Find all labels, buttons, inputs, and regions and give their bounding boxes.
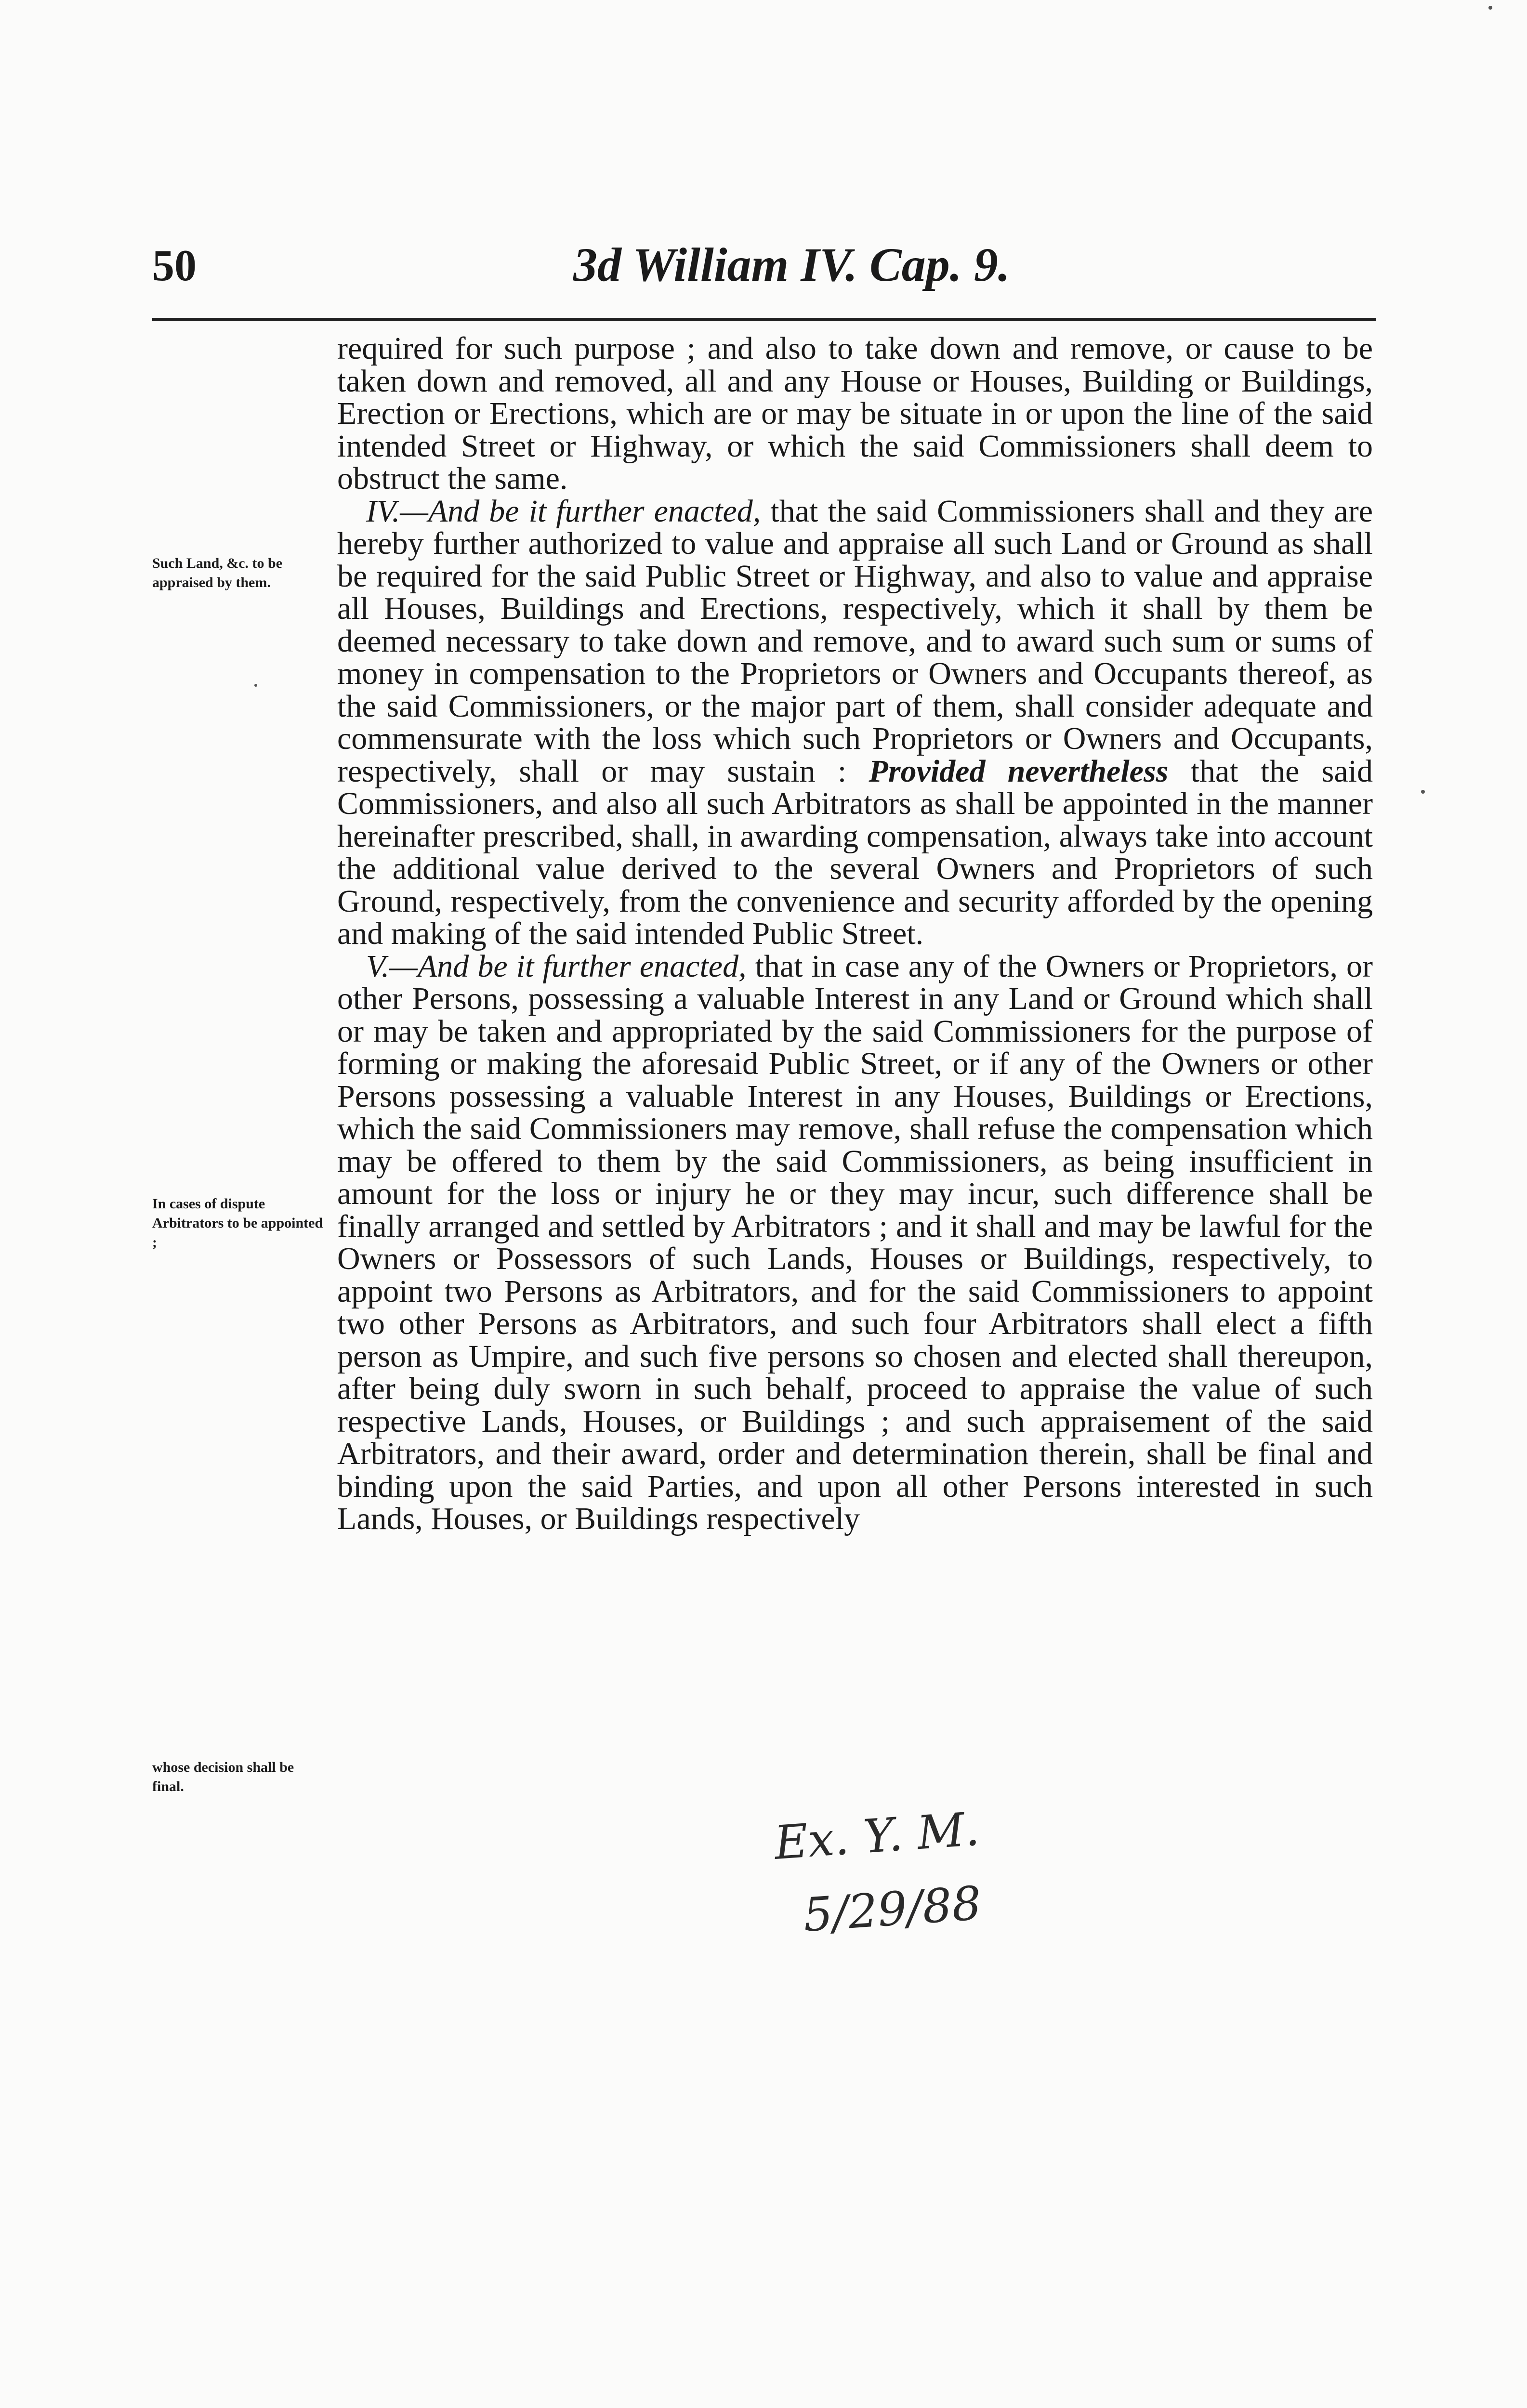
margin-note-appraisal: Such Land, &c. to be appraised by them. — [152, 555, 283, 590]
margin-note-decision: whose decision shall be final. — [152, 1759, 294, 1794]
annotation-initials: Ex. Y. M. — [772, 1802, 981, 1870]
page-number: 50 — [152, 241, 197, 290]
handwritten-annotation — [761, 1801, 1050, 1955]
act-body — [337, 332, 1373, 1535]
section-iv — [337, 495, 1373, 950]
section-iv-text: that the said Commissioners shall and they are hereby further authorized to value and appraise all such Land or Ground as shall be required for the said Public Street or Highway, and also to value and appraise all Houses, Buildings and Erections, respectively, which it shall by them be deemed necessary to take down and remove, and to award such sum or sums of money in compensation to the Proprietors or Owners and Occupants thereof, as the said Commissioners, or the major part of them, shall consider adequate and commensurate with the loss which such Proprietors or Owners and Occupants, respectively, shall or may sustain : — [337, 493, 1373, 789]
section-iv-text-2: that the said Commissioners, and also all such Arbitrators as shall be appointed in the manner hereinafter prescribed, shall, in awarding compensation, always take into account the additional value derived to the several Owners and Proprietors of such Ground, respectively, from the convenience and security afforded by the opening and making of the said intended Public Street. — [337, 753, 1373, 951]
annotation-date: 5/29/88 — [801, 1876, 983, 1942]
paper-speck — [1421, 790, 1425, 794]
paragraph-continuation: required for such purpose ; and also to take down and remove, or cause to be taken down and removed, all and any House or Houses, Building or Buildings, Erection or Erections, which are or may be situate in or upon the line of the said intended Street or Highway, or which the said Commissioners shall deem to obstruct the same. — [337, 331, 1373, 496]
margin-note-arbitrators: In cases of dispute Arbitrators to be appointed ; — [152, 1196, 323, 1250]
paper-speck — [1488, 6, 1492, 10]
header-rule — [152, 318, 1376, 321]
paper-speck — [254, 684, 257, 687]
section-v-lead: V.—And be it further enacted, — [366, 948, 747, 984]
section-iv-lead: IV.—And be it further enacted, — [366, 493, 761, 529]
section-v — [337, 950, 1373, 1535]
running-title: 3d William IV. Cap. 9. — [573, 238, 1010, 291]
section-v-text: that in case any of the Owners or Proprietors, or other Persons, possessing a valuable Interest in any Land or Ground which shall or may be taken and appropriated by the said Commissioners for the purpose of forming or making the aforesaid Public Street, or if any of the Owners or other Persons possessing a valuable Interest in any Houses, Buildings or Erections, which the said Commissioners may remove, shall refuse the compensation which may be offered to them by the said Commissioners, as being insufficient in amount for the loss or injury he or they may incur, such difference shall be finally arranged and settled by Arbitrators ; and it shall and may be lawful for the Owners or Possessors of such Lands, Houses or Buildings, respectively, to appoint two Persons as Arbitrators, and for the said Commissioners to appoint two other Persons as Arbitrators, and such four Arbitrators shall elect a fifth person as Umpire, and such five persons so chosen and elected shall thereupon, after being duly sworn in such behalf, proceed to appraise the value of such respective Lands, Houses, or Buildings ; and such appraisement of the said Arbitrators, and their award, order and determination therein, shall be final and binding upon the said Parties, and upon all other Persons interested in such Lands, Houses, or Buildings respectively — [337, 948, 1373, 1536]
section-iv-proviso: Provided nevertheless — [869, 753, 1169, 789]
